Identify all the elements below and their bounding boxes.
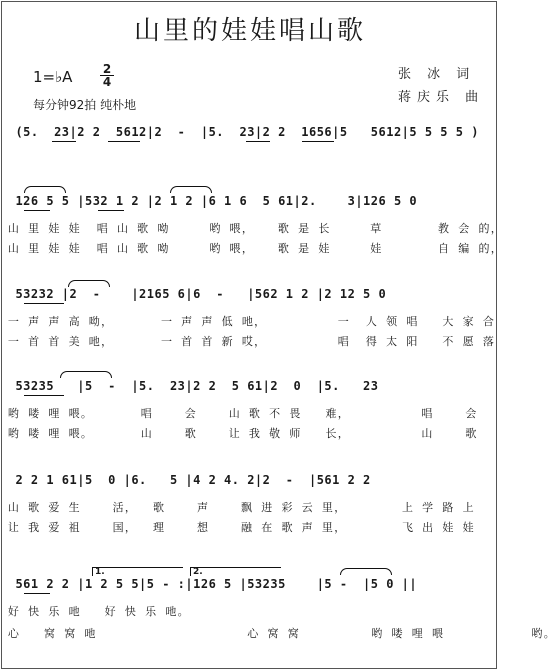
beam-underline (24, 210, 50, 211)
song-title: 山里的娃娃唱山歌 (133, 16, 366, 46)
second-ending-bracket: 2. (190, 567, 281, 576)
first-ending-bracket: 1. (92, 567, 183, 576)
beam-underline (246, 141, 270, 142)
beam-underline (24, 303, 64, 304)
system-6-lyrics-verse-1: 好 快 乐 吔 好 快 乐 吔。 (0, 605, 190, 618)
system-4-lyrics-verse-2: 哟 喽 哩 喂。 山 歌 让 我 敬 师 长， 山 歌 (0, 427, 478, 440)
key-signature: 1=♭A (33, 68, 73, 86)
system-3-notes: 53232 |2 - |2165 6|6 - |562 1 2 |2 12 5 0 (0, 287, 387, 301)
beam-underline (24, 395, 64, 396)
system-6-notes: 561 2 2 |1 2 5 5|5 - :|126 5 |53235 |5 - |5 0 || (0, 577, 418, 591)
meter-numerator: 2 (102, 62, 112, 76)
system-4-notes: 53235 |5 - |5. 23|2 2 5 61|2 0 |5. 23 (0, 379, 379, 393)
lyricist-credit: 张 冰 词 (398, 67, 476, 82)
system-5-lyrics-verse-2: 让 我 爱 祖 国， 理 想 融 在 歌 声 里， 飞 出 娃 娃 (0, 521, 475, 534)
slur-mark (340, 568, 392, 575)
system-3-lyrics-verse-1: 一 声 声 高 呦， 一 声 声 低 吔， 一 人 领 唱 大 家 合 (0, 315, 496, 328)
system-6-lyrics-verse-2: 心 窝 窝 吔 心 窝 窝 哟 喽 哩 喂 哟。 (0, 627, 556, 640)
system-4-lyrics-verse-1: 哟 喽 哩 喂。 唱 会 山 歌 不 畏 难， 唱 会 (0, 407, 478, 420)
system-2-lyrics-verse-1: 山 里 娃 娃 唱 山 歌 呦 哟 喂， 歌 是 长 草 教 会 的， (0, 222, 504, 235)
slur-mark (24, 186, 66, 193)
tempo-marking: 每分钟92拍 纯朴地 (33, 98, 137, 112)
system-5-lyrics-verse-1: 山 歌 爱 生 活， 歌 声 飘 进 彩 云 里， 上 学 路 上 (0, 501, 475, 514)
beam-underline (108, 141, 140, 142)
beam-underline (302, 141, 334, 142)
slur-mark (60, 371, 112, 378)
meter-denominator: 4 (100, 75, 114, 88)
system-1-notes: (5. 23|2 2 5612|2 - |5. 23|2 2 1656|5 5612|5 5 5 5 ) (0, 125, 479, 139)
system-2-notes: 126 5 5 |532 1 2 |2 1 2 |6 1 6 5 61|2. 3|126 5 0 (0, 194, 418, 208)
beam-underline (98, 210, 124, 211)
slur-mark (68, 280, 110, 287)
system-3-lyrics-verse-2: 一 首 首 美 吔， 一 首 首 新 哎， 唱 得 太 阳 不 愿 落 (0, 335, 496, 348)
system-2-lyrics-verse-2: 山 里 娃 娃 唱 山 歌 呦 哟 喂， 歌 是 娃 娃 自 编 的， (0, 242, 504, 255)
beam-underline (24, 593, 50, 594)
slur-mark (170, 186, 212, 193)
composer-credit: 蒋庆乐 曲 (398, 90, 485, 105)
system-5-notes: 2 2 1 61|5 0 |6. 5 |4 2 4. 2|2 - |561 2 2 (0, 473, 371, 487)
beam-underline (52, 141, 76, 142)
time-signature (100, 63, 114, 88)
